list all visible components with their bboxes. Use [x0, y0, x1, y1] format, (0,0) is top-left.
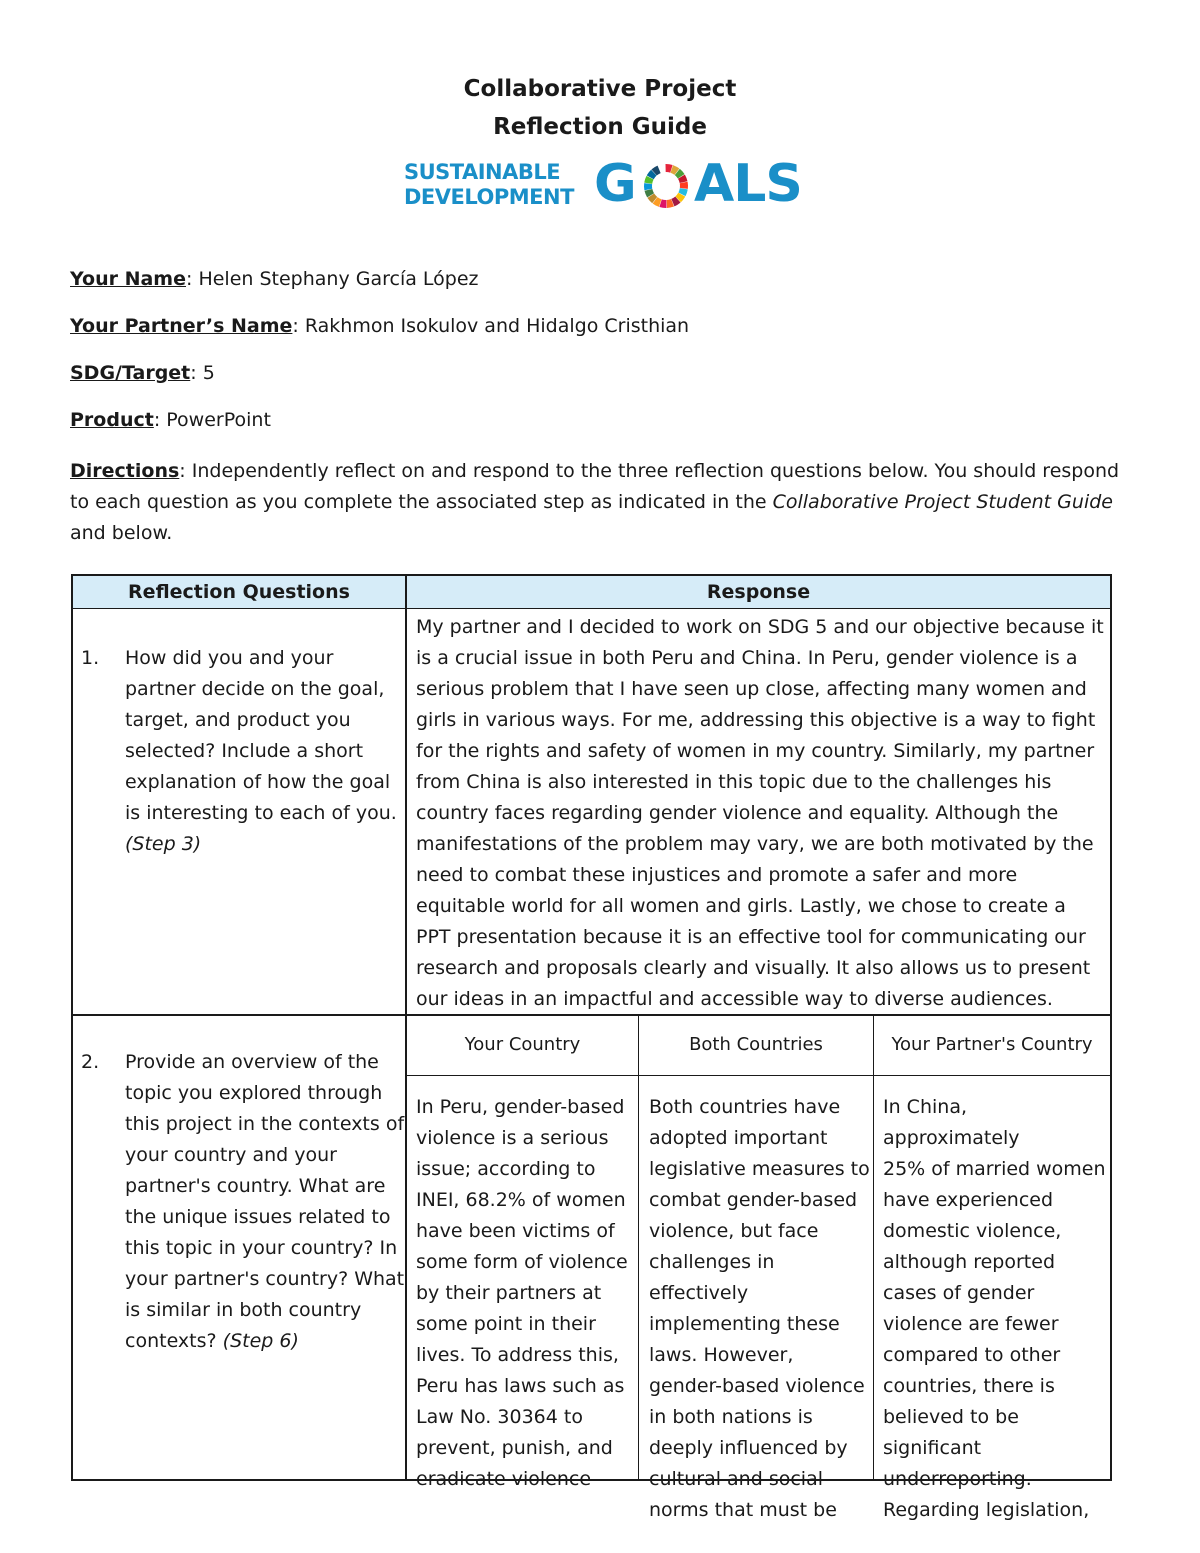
question-1-text-wrap [125, 643, 403, 860]
question-2-text: Provide an overview of the topic you explored through this project in the contexts of your country and your partner's country. What are the unique issues related to this topic in your country? In your partner's country? What is similar in both country contexts? [125, 1051, 405, 1352]
question-2-text-wrap [125, 1047, 405, 1357]
logo-word-development: DEVELOPMENT [404, 185, 574, 209]
sdg-target-value: : 5 [190, 362, 215, 384]
subheader-both-countries: Both Countries [689, 1034, 823, 1055]
product-field [70, 409, 271, 431]
table-header-divider [71, 608, 1112, 609]
logo-letters-als: ALS [694, 154, 802, 214]
sdg-wheel-icon [642, 162, 690, 210]
partner-name-field [70, 315, 689, 337]
header-reflection-questions: Reflection Questions [128, 581, 350, 603]
product-label: Product [70, 409, 154, 431]
student-name-field [70, 268, 479, 290]
table-border-left [71, 574, 73, 1481]
question-1-text: How did you and your partner decide on the goal, target, and product you selected? Include a short explanation of how the goal is interesting to each of you. [125, 647, 397, 824]
table-border-right [1110, 574, 1112, 1481]
subheader-partner-country: Your Partner's Country [891, 1034, 1093, 1055]
logo-word-sustainable: SUSTAINABLE [404, 160, 561, 184]
directions-text-b: and below. [70, 522, 173, 544]
partner-name-value: : Rakhmon Isokulov and Hidalgo Cristhian [292, 315, 690, 337]
question-1-number: 1. [81, 647, 100, 669]
both-countries-text: Both countries have adopted important legislative measures to combat gender-based violence, but face challenges in effectively implementing these laws. However, gender-based violence in both nations is deeply influenced by cultural and social norms that must be [649, 1096, 870, 1521]
row-2-anchor [407, 1014, 1106, 1521]
sdg-target-field [70, 362, 215, 384]
directions-label: Directions [70, 460, 180, 482]
student-name-value: : Helen Stephany García López [186, 268, 479, 290]
student-name-label: Your Name [70, 268, 186, 290]
question-2-number: 2. [81, 1051, 100, 1073]
response-1: My partner and I decided to work on SDG 5 and our objective because it is a crucial issue in both Peru and China. In Peru, gender violence is a serious problem that I have seen up close, affecting many women and girls in various ways. For me, addressing this objective is a way to fight for the rights and safety of women in my country. Similarly, my partner from China is also interested in this topic due to the challenges his country faces regarding gender violence and equality. Although the manifestations of the problem may vary, we are both motivated by the need to combat these injustices and promote a safer and more equitable world for all women and girls. Lastly, we chose to create a PPT presentation because it is an effective tool for communicating our research and proposals clearly and visually. It also allows us to present our ideas in an impactful and accessible way to diverse audiences. [416, 616, 1104, 1010]
subheader-your-country: Your Country [464, 1034, 581, 1055]
reflection-table [71, 574, 1112, 1521]
directions-paragraph [70, 456, 1130, 549]
subcolumn-divider-2 [873, 1014, 874, 1481]
table-column-divider [405, 574, 407, 1481]
your-country-text: In Peru, gender-based violence is a serious issue; according to INEI, 68.2% of women have been victims of some form of violence by their partners at some point in their lives. To address this, Peru has laws such as Law No. 30364 to prevent, punish, and eradicate violence [416, 1096, 628, 1490]
partner-country-text: In China, approximately 25% of married women have experienced domestic violence, although reported cases of gender violence are fewer compared to other countries, there is believed to be significant underreporting. Regarding legislation, [883, 1096, 1106, 1521]
table-border-top [71, 574, 1112, 576]
subcolumn-divider-1 [638, 1014, 639, 1481]
directions-text-a: : Independently reflect on and respond to the three reflection questions below. You should respond to each question as you complete the associated step as indicated in the [70, 460, 1120, 513]
question-2-step: (Step 6) [222, 1330, 299, 1352]
directions-guide-title: Collaborative Project Student Guide [772, 491, 1113, 513]
sdg-logo [404, 154, 802, 214]
logo-letter-g: G [594, 154, 636, 214]
partner-name-label: Your Partner’s Name [70, 315, 293, 337]
subheader-divider [406, 1075, 1112, 1076]
header-response: Response [706, 581, 811, 603]
question-1-step: (Step 3) [125, 833, 202, 855]
document-subtitle: Reflection Guide [493, 114, 707, 140]
sdg-target-label: SDG/Target [70, 362, 191, 384]
document-title: Collaborative Project [463, 76, 737, 102]
product-value: : PowerPoint [153, 409, 271, 431]
